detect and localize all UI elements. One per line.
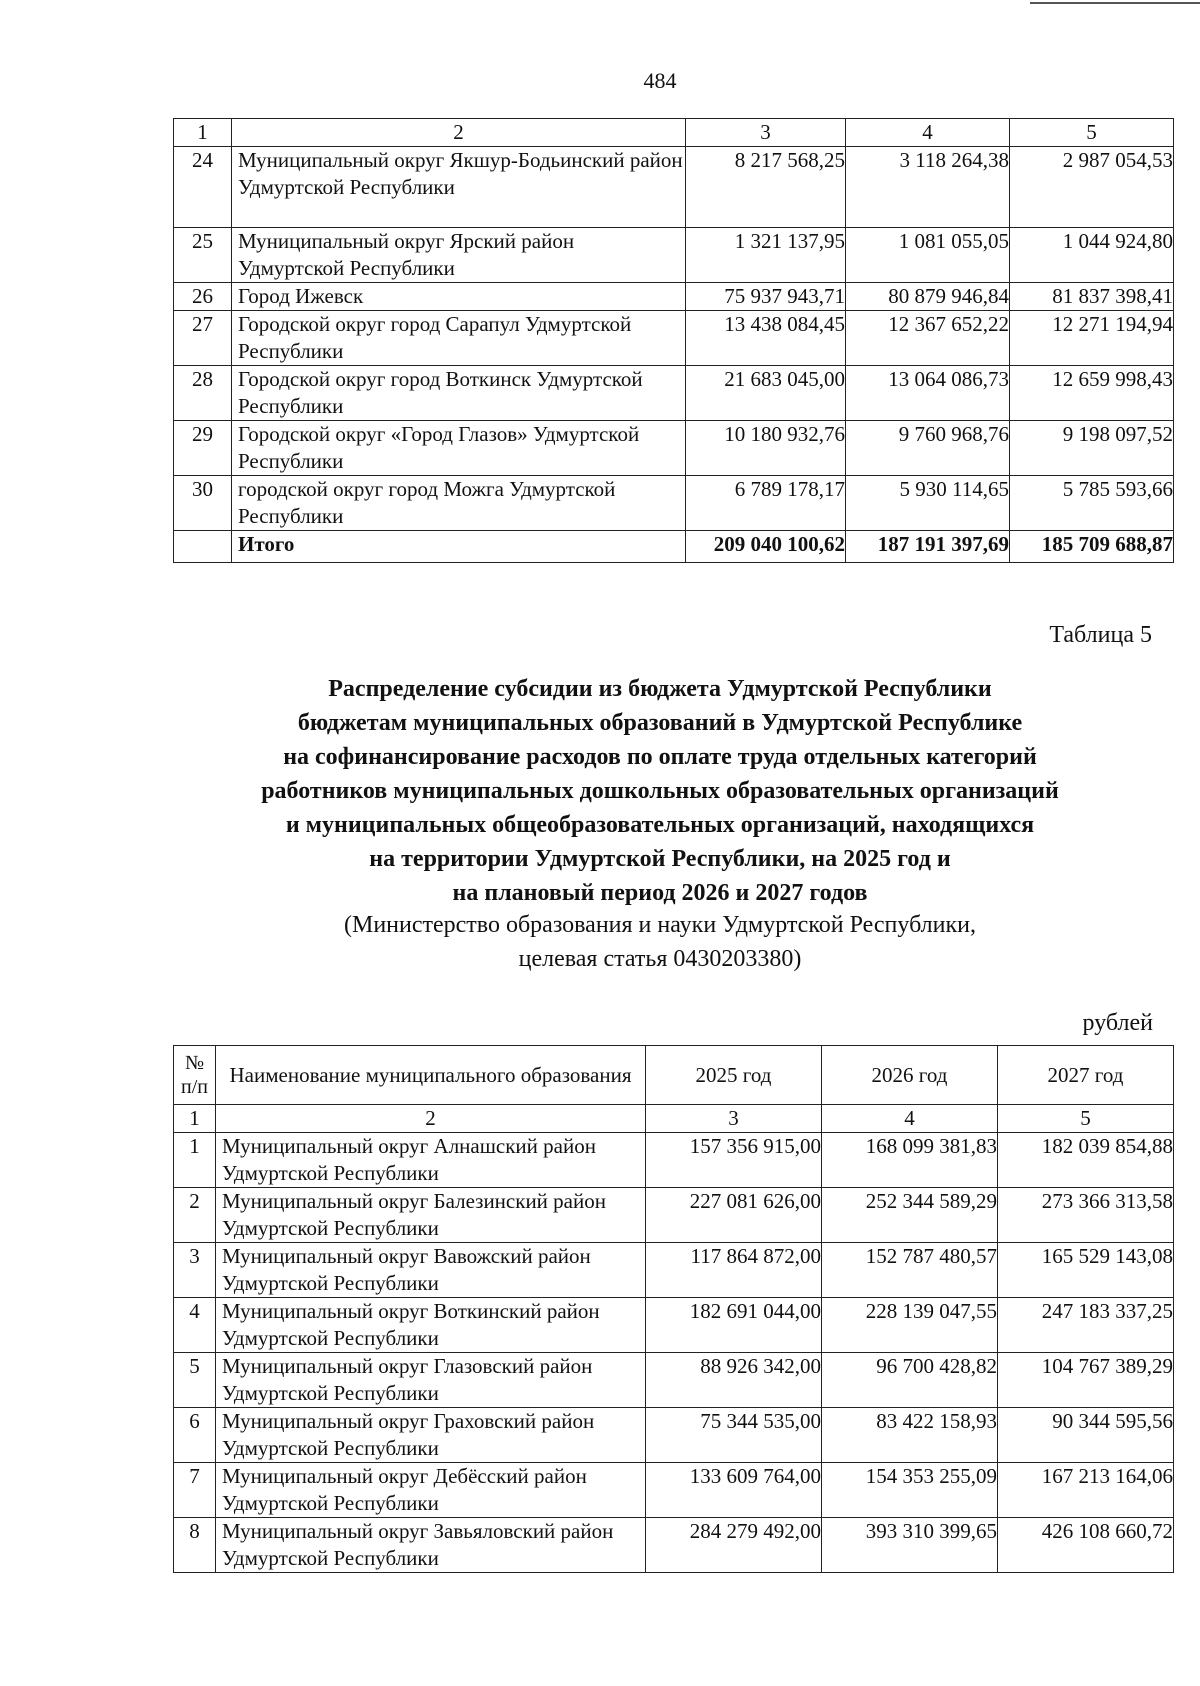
row-number: 8: [174, 1518, 216, 1573]
title-line: работников муниципальных дошкольных образовательных организаций: [261, 778, 1059, 804]
title-line: на плановый период 2026 и 2027 годов: [452, 880, 868, 906]
table-row: [174, 283, 1174, 311]
municipality-name: Муниципальный округ Граховский район Удмуртской Республики: [216, 1408, 646, 1463]
municipality-name: Муниципальный округ Алнашский район Удмуртской Республики: [216, 1133, 646, 1188]
row-number: 27: [174, 311, 232, 366]
col-number: 4: [846, 119, 1010, 147]
title-line: бюджетам муниципальных образований в Удмуртской Республике: [297, 710, 1023, 736]
header-2025: 2025 год: [646, 1046, 822, 1105]
value-2027: 5 785 593,66: [1010, 476, 1174, 531]
municipality-name: Муниципальный округ Якшур-Бодьинский район Удмуртской Республики: [232, 147, 686, 228]
header-2026: 2026 год: [822, 1046, 998, 1105]
header-name: Наименование муниципального образования: [216, 1046, 646, 1105]
table-row: [174, 1518, 1174, 1573]
value-2027: 12 659 998,43: [1010, 366, 1174, 421]
municipality-name: Городской округ город Воткинск Удмуртской Республики: [232, 366, 686, 421]
value-2026: 252 344 589,29: [822, 1188, 998, 1243]
value-2026: 13 064 086,73: [846, 366, 1010, 421]
value-2027: 9 198 097,52: [1010, 421, 1174, 476]
value-2025: 21 683 045,00: [686, 366, 846, 421]
table-row: [174, 1298, 1174, 1353]
table-row: [174, 1188, 1174, 1243]
value-2026: 228 139 047,55: [822, 1298, 998, 1353]
col-number: 2: [232, 119, 686, 147]
row-number: 25: [174, 228, 232, 283]
value-2027: 426 108 660,72: [998, 1518, 1174, 1573]
total-row: [174, 531, 1174, 563]
value-2025: 227 081 626,00: [646, 1188, 822, 1243]
value-2027: 182 039 854,88: [998, 1133, 1174, 1188]
value-2025: 88 926 342,00: [646, 1353, 822, 1408]
subtitle-line: (Министерство образования и науки Удмуртской Республики,: [343, 912, 976, 938]
col-number: 3: [686, 119, 846, 147]
row-number: 5: [174, 1353, 216, 1408]
total-2025: 209 040 100,62: [686, 531, 846, 563]
value-2027: 1 044 924,80: [1010, 228, 1174, 283]
value-2027: 247 183 337,25: [998, 1298, 1174, 1353]
table-label: Таблица 5: [1049, 622, 1152, 648]
row-number: 30: [174, 476, 232, 531]
value-2025: 75 937 943,71: [686, 283, 846, 311]
value-2027: 273 366 313,58: [998, 1188, 1174, 1243]
table-row: [174, 476, 1174, 531]
table-row: [174, 147, 1174, 228]
total-empty-cell: [174, 531, 232, 563]
value-2025: 157 356 915,00: [646, 1133, 822, 1188]
col-number: 1: [174, 119, 232, 147]
table-row: [174, 1353, 1174, 1408]
table-row: [174, 366, 1174, 421]
value-2027: 2 987 054,53: [1010, 147, 1174, 228]
value-2025: 8 217 568,25: [686, 147, 846, 228]
table-row: [174, 1408, 1174, 1463]
value-2026: 96 700 428,82: [822, 1353, 998, 1408]
value-2026: 152 787 480,57: [822, 1243, 998, 1298]
title-line: на территории Удмуртской Республики, на 2025 год и: [369, 846, 951, 872]
col-number: 3: [646, 1105, 822, 1133]
total-2026: 187 191 397,69: [846, 531, 1010, 563]
subtitle-line: целевая статья 0430203380): [518, 946, 802, 972]
row-number: 1: [174, 1133, 216, 1188]
column-number-row: [174, 119, 1174, 147]
table-row: [174, 1133, 1174, 1188]
value-2025: 75 344 535,00: [646, 1408, 822, 1463]
value-2025: 10 180 932,76: [686, 421, 846, 476]
row-number: 3: [174, 1243, 216, 1298]
table-row: [174, 1243, 1174, 1298]
value-2025: 182 691 044,00: [646, 1298, 822, 1353]
subsidy-table: [173, 1045, 1174, 1573]
municipality-name: Муниципальный округ Завьяловский район Удмуртской Республики: [216, 1518, 646, 1573]
column-number-row: [174, 1105, 1174, 1133]
municipality-name: Городской округ город Сарапул Удмуртской Республики: [232, 311, 686, 366]
table-row: [174, 421, 1174, 476]
value-2027: 165 529 143,08: [998, 1243, 1174, 1298]
value-2025: 13 438 084,45: [686, 311, 846, 366]
title-line: Распределение субсидии из бюджета Удмуртской Республики: [328, 676, 992, 702]
header-2027: 2027 год: [998, 1046, 1174, 1105]
col-number: 5: [1010, 119, 1174, 147]
corner-rule: [1030, 2, 1200, 4]
title-line: и муниципальных общеобразовательных организаций, находящихся: [285, 812, 1035, 838]
value-2026: 80 879 946,84: [846, 283, 1010, 311]
value-2026: 168 099 381,83: [822, 1133, 998, 1188]
value-2026: 3 118 264,38: [846, 147, 1010, 228]
table-row: [174, 311, 1174, 366]
municipality-name: городской округ город Можга Удмуртской Республики: [232, 476, 686, 531]
value-2026: 393 310 399,65: [822, 1518, 998, 1573]
municipality-name: Городской округ «Город Глазов» Удмуртской Республики: [232, 421, 686, 476]
col-number: 2: [216, 1105, 646, 1133]
row-number: 26: [174, 283, 232, 311]
units-label: рублей: [1082, 1010, 1153, 1036]
row-number: 29: [174, 421, 232, 476]
value-2026: 1 081 055,05: [846, 228, 1010, 283]
value-2025: 1 321 137,95: [686, 228, 846, 283]
col-number: 4: [822, 1105, 998, 1133]
value-2026: 9 760 968,76: [846, 421, 1010, 476]
row-number: 6: [174, 1408, 216, 1463]
title-line: на софинансирование расходов по оплате труда отдельных категорий: [283, 744, 1037, 770]
table-continuation: [173, 118, 1174, 563]
value-2027: 81 837 398,41: [1010, 283, 1174, 311]
total-2027: 185 709 688,87: [1010, 531, 1174, 563]
value-2025: 6 789 178,17: [686, 476, 846, 531]
value-2026: 12 367 652,22: [846, 311, 1010, 366]
value-2027: 90 344 595,56: [998, 1408, 1174, 1463]
row-number: 24: [174, 147, 232, 228]
value-2025: 284 279 492,00: [646, 1518, 822, 1573]
table-title: [150, 672, 1170, 910]
row-number: 7: [174, 1463, 216, 1518]
header-row: [174, 1046, 1174, 1105]
value-2026: 5 930 114,65: [846, 476, 1010, 531]
page-number: 484: [643, 68, 677, 93]
table-subtitle: [150, 908, 1170, 976]
value-2025: 133 609 764,00: [646, 1463, 822, 1518]
value-2027: 167 213 164,06: [998, 1463, 1174, 1518]
col-number: 5: [998, 1105, 1174, 1133]
municipality-name: Муниципальный округ Вавожский район Удмуртской Республики: [216, 1243, 646, 1298]
row-number: 2: [174, 1188, 216, 1243]
value-2026: 83 422 158,93: [822, 1408, 998, 1463]
municipality-name: Муниципальный округ Глазовский район Удмуртской Республики: [216, 1353, 646, 1408]
table-row: [174, 228, 1174, 283]
row-number: 28: [174, 366, 232, 421]
value-2026: 154 353 255,09: [822, 1463, 998, 1518]
value-2027: 12 271 194,94: [1010, 311, 1174, 366]
value-2027: 104 767 389,29: [998, 1353, 1174, 1408]
header-num: № п/п: [174, 1046, 216, 1105]
municipality-name: Город Ижевск: [232, 283, 686, 311]
col-number: 1: [174, 1105, 216, 1133]
row-number: 4: [174, 1298, 216, 1353]
total-label: Итого: [232, 531, 686, 563]
value-2025: 117 864 872,00: [646, 1243, 822, 1298]
municipality-name: Муниципальный округ Балезинский район Удмуртской Республики: [216, 1188, 646, 1243]
municipality-name: Муниципальный округ Воткинский район Удмуртской Республики: [216, 1298, 646, 1353]
municipality-name: Муниципальный округ Ярский район Удмуртской Республики: [232, 228, 686, 283]
municipality-name: Муниципальный округ Дебёсский район Удмуртской Республики: [216, 1463, 646, 1518]
table-row: [174, 1463, 1174, 1518]
